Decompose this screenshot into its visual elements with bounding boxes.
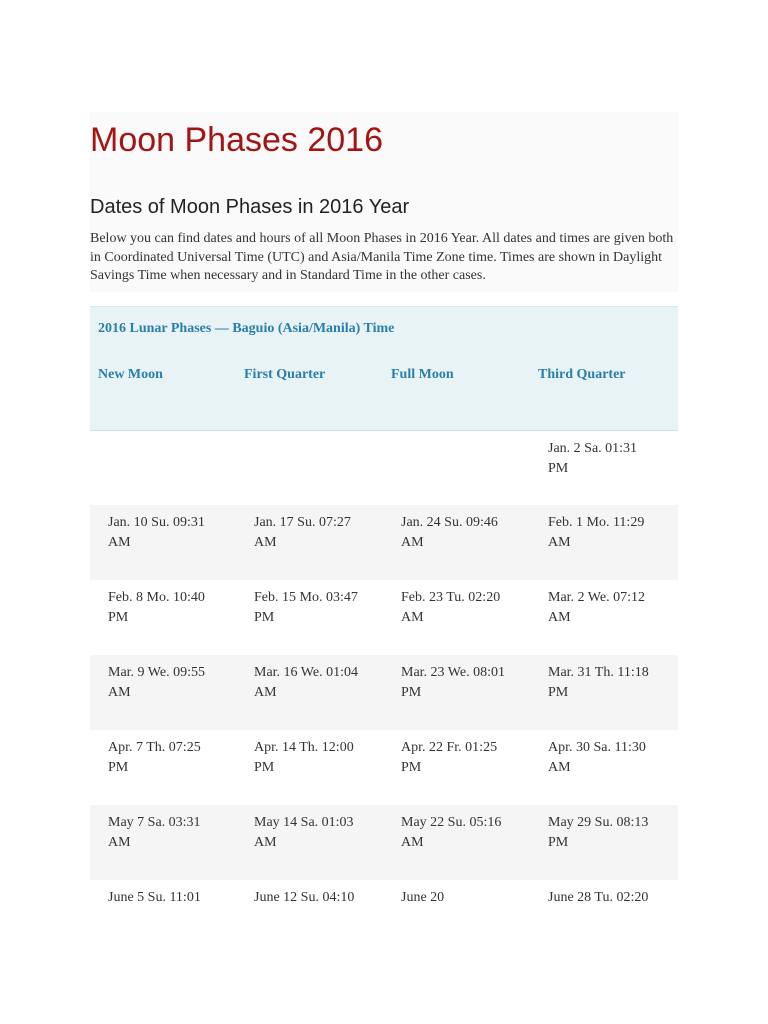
table-row <box>90 505 678 580</box>
table-row <box>90 730 678 805</box>
table-cell <box>383 430 530 505</box>
table-cell: June 5 Su. 11:01 <box>90 880 236 955</box>
table-cell: Jan. 17 Su. 07:27 AM <box>236 505 383 580</box>
page-title: Moon Phases 2016 <box>90 121 383 159</box>
table-caption: 2016 Lunar Phases — Baguio (Asia/Manila) Time <box>90 306 678 344</box>
table-cell: Jan. 24 Su. 09:46 AM <box>383 505 530 580</box>
page-cutoff <box>90 910 690 1024</box>
table-cell: Apr. 7 Th. 07:25 PM <box>90 730 236 805</box>
table-cell: Feb. 23 Tu. 02:20 AM <box>383 580 530 655</box>
table-cell: Apr. 22 Fr. 01:25 PM <box>383 730 530 805</box>
table-cell: Mar. 2 We. 07:12 AM <box>530 580 678 655</box>
article <box>90 112 678 905</box>
table-cell: Mar. 23 We. 08:01 PM <box>383 655 530 730</box>
table-cell: May 22 Su. 05:16 AM <box>383 805 530 880</box>
table-cell: Mar. 9 We. 09:55 AM <box>90 655 236 730</box>
table-cell <box>236 430 383 505</box>
table-cell: May 14 Sa. 01:03 AM <box>236 805 383 880</box>
section-subtitle: Dates of Moon Phases in 2016 Year <box>90 196 410 218</box>
table-cell: Mar. 16 We. 01:04 AM <box>236 655 383 730</box>
table-cell: Apr. 30 Sa. 11:30 AM <box>530 730 678 805</box>
header-new-moon: New Moon <box>90 344 236 430</box>
header-third-quarter: Third Quarter <box>530 344 678 430</box>
header-first-quarter: First Quarter <box>236 344 383 430</box>
table-cell: Feb. 15 Mo. 03:47 PM <box>236 580 383 655</box>
table-row <box>90 580 678 655</box>
table-header-row <box>90 344 678 430</box>
intro-paragraph: Below you can find dates and hours of all Moon Phases in 2016 Year. All dates and times are given both in Coordinated Universal Time (UTC) and Asia/Manila Time Zone time. Times are shown in Daylight Savings Time when necessary and in Standard Time in the other cases. <box>90 231 674 283</box>
table-row <box>90 430 678 505</box>
table-cell: Mar. 31 Th. 11:18 PM <box>530 655 678 730</box>
table-cell: June 12 Su. 04:10 <box>236 880 383 955</box>
table-cell: Apr. 14 Th. 12:00 PM <box>236 730 383 805</box>
table-cell: Jan. 2 Sa. 01:31 PM <box>530 430 678 505</box>
table-cell: May 7 Sa. 03:31 AM <box>90 805 236 880</box>
table-cell: Feb. 8 Mo. 10:40 PM <box>90 580 236 655</box>
table-cell: Feb. 1 Mo. 11:29 AM <box>530 505 678 580</box>
header-full-moon: Full Moon <box>383 344 530 430</box>
table-cell: June 20 <box>383 880 530 955</box>
table-cell: May 29 Su. 08:13 PM <box>530 805 678 880</box>
table-row <box>90 805 678 880</box>
table-cell <box>90 430 236 505</box>
table-cell: Jan. 10 Su. 09:31 AM <box>90 505 236 580</box>
moon-phases-table <box>90 306 678 955</box>
table-cell: June 28 Tu. 02:20 <box>530 880 678 955</box>
table-row <box>90 655 678 730</box>
